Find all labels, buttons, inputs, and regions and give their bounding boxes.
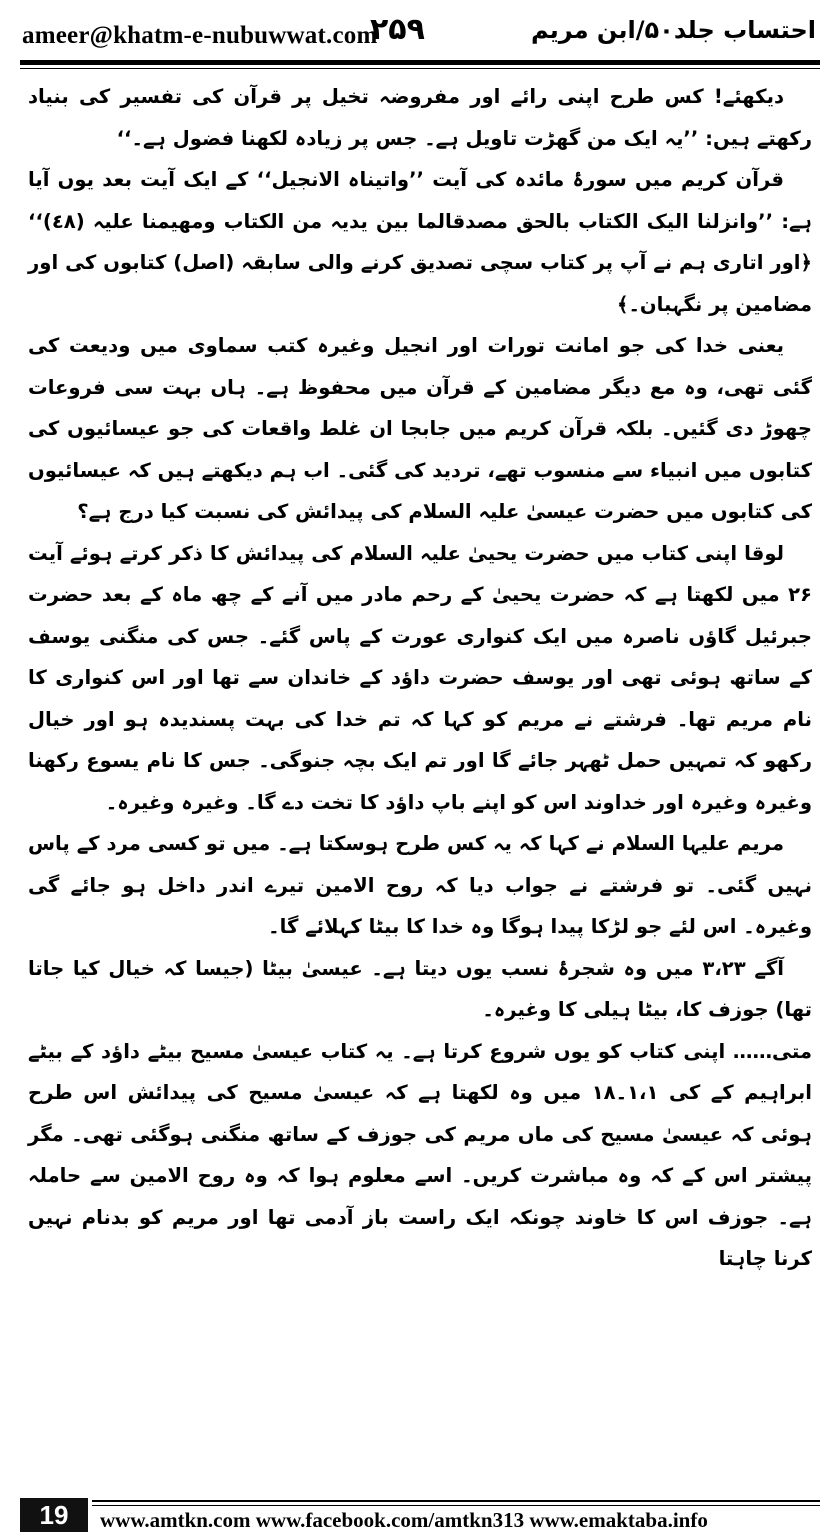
header-book-title: احتساب جلد۵۰/ابن مریم — [530, 16, 816, 44]
paragraph: دیکھئے! کس طرح اپنی رائے اور مفروضہ تخیل پر قرآن کی تفسیر کی بنیاد رکھتے ہیں: ’’یہ ایک من گھڑت تاویل ہے۔ جس پر زیادہ لکھنا فضول ہے۔‘‘ — [28, 85, 812, 150]
footer-rule — [92, 1500, 820, 1502]
footer-page-number: 19 — [20, 1498, 88, 1532]
paragraph: قرآن کریم میں سورۂ مائدہ کی آیت ’’واتیناہ الانجیل‘‘ کے ایک آیت بعد یوں آیا ہے: ’’وانزلنا الیک الکتاب بالحق مصدقالما بین یدیہ من الکتاب ومھیمنا علیہ (٤٨)‘‘ ﴿اور اتاری ہم نے آپ پر کتاب سچی تصدیق کرنے والی سابقہ (اصل) کتابوں کی اور مضامین پر نگہبان۔﴾ — [28, 168, 812, 316]
header-email: ameer@khatm-e-nubuwwat.com — [22, 22, 378, 49]
footer-rule-thin — [92, 1505, 820, 1506]
footer-links: www.amtkn.com www.facebook.com/amtkn313 www.emaktaba.info — [100, 1508, 708, 1532]
paragraph: لوقا اپنی کتاب میں حضرت یحییٰ علیہ السلام کی پیدائش کا ذکر کرتے ہوئے آیت ۲۶ میں لکھتا ہے کہ حضرت یحییٰ کے رحم مادر میں آنے کے چھ ماہ کے بعد حضرت جبرئیل گاؤں ناصرہ میں ایک کنواری عورت کے پاس گئے۔ جس کی منگنی یوسف کے ساتھ ہوئی تھی اور یوسف حضرت داؤد کے خاندان سے تھا اور اس کنواری کا نام مریم تھا۔ فرشتے نے مریم کو کہا کہ تم خدا کی بہت پسندیدہ ہو اور خیال رکھو کہ تمہیں حمل ٹھہر جائے گا اور تم ایک بچہ جنوگی۔ جس کا نام یسوع رکھنا وغیرہ وغیرہ اور خداوند اس کو اپنے باپ داؤد کا تخت دے گا۔ وغیرہ وغیرہ۔ — [28, 541, 812, 814]
header-page-number: ۲۵۹ — [370, 12, 425, 47]
page-body — [28, 76, 812, 1280]
page-header — [0, 0, 840, 64]
header-rule-thin — [20, 68, 820, 69]
paragraph: آگے ۳،۲۳ میں وہ شجرۂ نسب یوں دیتا ہے۔ عیسیٰ بیٹا (جیسا کہ خیال کیا جاتا تھا) جوزف کا، بیٹا ہیلی کا وغیرہ۔ — [28, 956, 812, 1021]
paragraph: مریم علیہا السلام نے کہا کہ یہ کس طرح ہوسکتا ہے۔ میں تو کسی مرد کے پاس نہیں گئی۔ تو فرشتے نے جواب دیا کہ روح الامین تیرے اندر داخل ہو جائے گی وغیرہ۔ اس لئے جو لڑکا پیدا ہوگا وہ خدا کا بیٹا کہلائے گا۔ — [28, 832, 812, 938]
paragraph: یعنی خدا کی جو امانت تورات اور انجیل وغیرہ کتب سماوی میں ودیعت کی گئی تھی، وہ مع دیگر مضامین کے قرآن میں محفوظ ہے۔ ہاں بہت سی فروعات چھوڑ دی گئیں۔ بلکہ قرآن کریم میں جابجا ان غلط واقعات کی جو عیسائیوں کی کتابوں میں انبیاء سے منسوب تھے، تردید کی گئی۔ اب ہم دیکھتے ہیں کہ عیسائیوں کی کتابوں میں حضرت عیسیٰ علیہ السلام کی پیدائش کی نسبت کیا درج ہے؟ — [28, 334, 812, 523]
paragraph: متی…… اپنی کتاب کو یوں شروع کرتا ہے۔ یہ کتاب عیسیٰ مسیح بیٹے داؤد کے بیٹے ابراہیم کے کی ۱،۱۔۱۸ میں وہ لکھتا ہے کہ عیسیٰ مسیح کی پیدائش اس طرح ہوئی کہ عیسیٰ مسیح کی ماں مریم کی جوزف کے ساتھ منگنی ہوگئی تھی۔ مگر پیشتر اس کے کہ وہ مباشرت کریں۔ اسے معلوم ہوا کہ وہ روح الامین سے حاملہ ہے۔ جوزف اس کا خاوند چونکہ ایک راست باز آدمی تھا اور مریم کو بدنام نہیں کرنا چاہتا — [28, 1039, 812, 1270]
header-rule-thick — [20, 60, 820, 65]
